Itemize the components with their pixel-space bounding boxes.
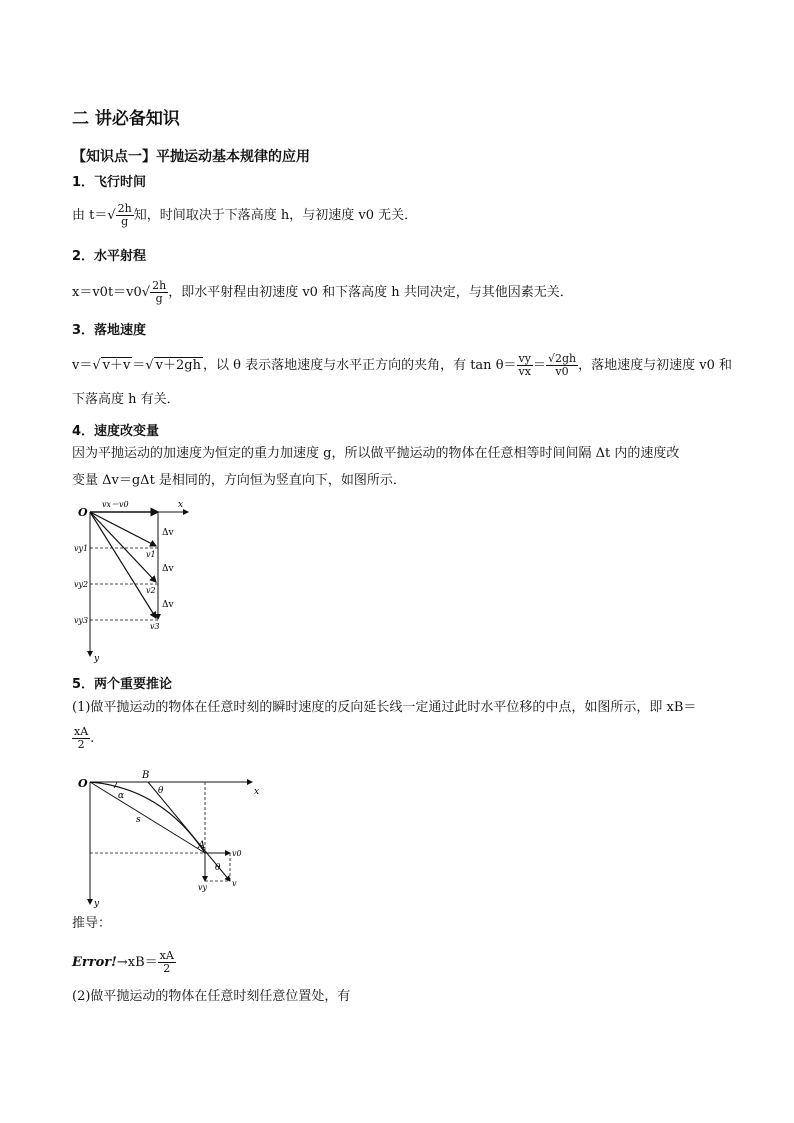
s2-frac: $\frac{2h}{g}$	[152, 279, 167, 305]
s2-pre: x＝v0t＝v0	[72, 285, 142, 300]
section-3-title: 3．落地速度	[72, 323, 147, 338]
v2-arrow	[90, 512, 156, 582]
alpha-label: α	[118, 791, 125, 801]
point-a-label: A	[198, 840, 206, 851]
v0-label: v0	[232, 849, 242, 858]
section-5-title: 5．两个重要推论	[72, 677, 173, 692]
theta-top-label: θ	[158, 786, 164, 796]
s1-pre: 由 t＝	[72, 208, 108, 223]
dv1-label: Δv	[162, 528, 174, 538]
s1-frac: $\frac{2h}{g}$	[117, 202, 132, 228]
v2-label: v2	[146, 586, 156, 595]
theta-label: θ	[215, 863, 221, 873]
vy3-label: vy3	[74, 616, 89, 625]
y-axis-label: y	[94, 654, 100, 664]
section-4-title: 4．速度改变量	[72, 424, 160, 439]
origin-label: O	[78, 777, 88, 790]
vy-label: vy	[198, 883, 208, 892]
section-1-title: 1．飞行时间	[72, 175, 147, 190]
section-5-p2: (2)做平抛运动的物体在任意时刻任意位置处，有	[72, 989, 351, 1004]
vx-label: vx＝v0	[102, 500, 129, 509]
origin-label: O	[78, 506, 88, 519]
velocity-change-diagram	[70, 496, 200, 664]
x-axis-label: x	[254, 787, 260, 797]
section-title: 二 讲必备知识	[72, 109, 180, 129]
alpha-arc	[114, 782, 117, 788]
section-3-text: v＝√ v＋v ＝√ v＋2gh ，以 θ 表示落地速度与水平正方向的夹角，有 tan θ＝ $\frac{vy}{vx}$ ＝ $\frac{√2gh}{v0}$ ，落地速度与初速度 v0 和	[72, 352, 732, 378]
v3-label: v3	[150, 622, 160, 631]
displacement-s	[90, 782, 205, 853]
x-axis-label: x	[178, 500, 184, 510]
section-1-text: 由 t＝√ $\frac{2h}{g}$ 知，时间取决于下落高度 h，与初速度 v0 无关．	[72, 202, 418, 228]
vy2-label: vy2	[74, 580, 89, 589]
section-5-p1-line2: $\frac{xA}{2}$ .	[74, 725, 95, 751]
v-label: v	[232, 879, 237, 888]
section-5-p1-line1: (1)做平抛运动的物体在任意时刻的瞬时速度的反向延长线一定通过此时水平位移的中点，如图所示，即 xB＝	[72, 700, 697, 715]
section-4-line2: 变量 Δv＝gΔt 是相同的，方向恒为竖直向下，如图所示．	[72, 473, 406, 488]
v1-label: v1	[146, 550, 156, 559]
y-axis-label: y	[94, 899, 100, 908]
s2-post: ，即水平射程由初速度 v0 和下落高度 h 共同决定，与其他因素无关．	[168, 285, 573, 300]
knowledge-point-title: 【知识点一】平抛运动基本规律的应用	[72, 149, 310, 165]
inference-diagram	[72, 768, 264, 908]
section-4-line1: 因为平抛运动的加速度为恒定的重力加速度 g，所以做平抛运动的物体在任意相等时间间隔 Δt 内的速度改	[72, 446, 680, 461]
dv3-label: Δv	[162, 600, 174, 610]
section-2-title: 2．水平射程	[72, 249, 147, 264]
error-text: Error!	[72, 955, 117, 970]
derivation-formula: Error!→xB＝ $\frac{xA}{2}$	[72, 949, 174, 975]
s-label: s	[136, 815, 141, 825]
derivation-label: 推导：	[72, 916, 112, 931]
point-b-label: B	[142, 770, 150, 781]
section-2-text: x＝v0t＝v0√ $\frac{2h}{g}$ ，即水平射程由初速度 v0 和下落高度 h 共同决定，与其他因素无关．	[72, 279, 573, 305]
v3-arrow	[90, 512, 156, 618]
s1-post: 知，时间取决于下落高度 h，与初速度 v0 无关．	[133, 208, 418, 223]
section-3-line2: 下落高度 h 有关．	[72, 392, 180, 407]
dv2-label: Δv	[162, 564, 174, 574]
vy1-label: vy1	[74, 544, 89, 553]
